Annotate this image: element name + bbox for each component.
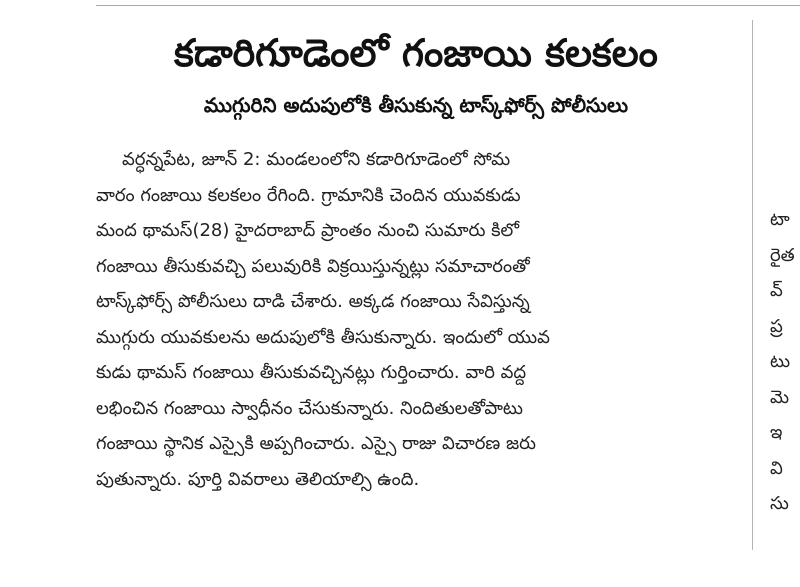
body-line: గంజాయి స్థానిక ఎస్సైకి అప్పగించారు. ఎస్సై రాజు విచారణ జరు [96,433,537,454]
headline: కడారిగూడెంలో గంజాయి కలకలం [174,31,658,75]
adjacent-line: వి [770,457,783,479]
column-divider [752,20,753,550]
news-article [96,24,736,497]
adjacent-line: వ్ [770,280,783,301]
body-line: కుడు థామస్ గంజాయి తీసుకువచ్చినట్లు గుర్తించారు. వారి వద్ద [96,362,527,383]
body-line: వారం గంజాయి కలకలం రేగింది. గ్రామానికి చెందిన యువకుడు [96,184,521,206]
adjacent-line: టు [770,351,791,372]
adjacent-line: టా [770,209,790,230]
body-line: లభించిన గంజాయి స్వాధీనం చేసుకున్నారు. నిందితులతోపాటు [96,397,524,419]
body-line: మంద థామస్(28) హైదరాబాద్ ప్రాంతం నుంచి సుమారు కిలో [96,220,520,241]
body-line: టాస్క్‌ఫోర్స్ పోలీసులు దాడి చేశారు. అక్కడ గంజాయి సేవిస్తున్న [96,291,530,312]
adjacent-line: రైత [770,244,795,266]
body-line: వర్ధన్నపేట, జూన్ 2: మండలంలోని కడారిగూడెంలో సోమ [122,149,511,170]
article-body [96,142,736,497]
adjacent-line: ఇ [770,422,783,443]
subheadline: ముగ్గురిని అదుపులోకి తీసుకున్న టాస్క్‌ఫోర్స్ పోలీసులు [203,93,629,117]
adjacent-column-fragment [770,202,800,522]
adjacent-line: మె [770,386,790,408]
body-line: ముగ్గురు యువకులను అదుపులోకి తీసుకున్నారు. ఇందులో యువ [96,326,550,348]
body-line: గంజాయి తీసుకువచ్చి పలువురికి విక్రయిస్తున్నట్లు సమాచారంతో [96,255,530,277]
adjacent-line: ప్ర [770,315,783,337]
adjacent-line: సు [770,493,789,514]
body-line: పుతున్నారు. పూర్తి వివరాలు తెలియాల్సి ఉంది. [96,468,420,490]
top-rule [96,5,800,6]
